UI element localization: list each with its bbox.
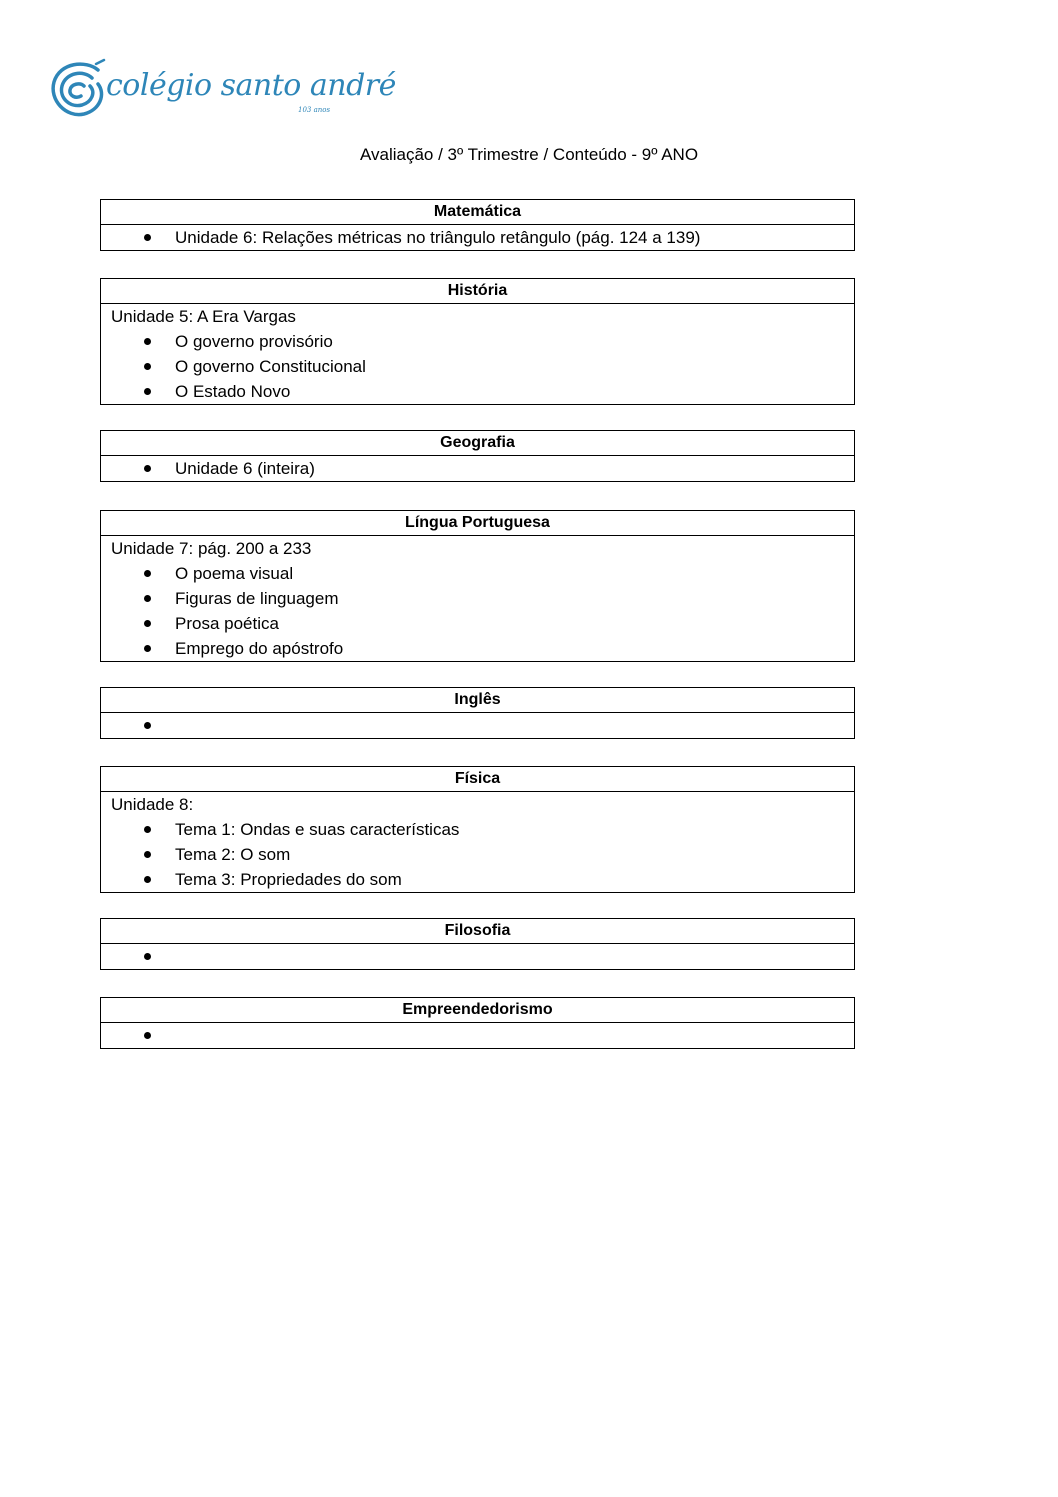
list-item: Tema 1: Ondas e suas características [101, 817, 854, 842]
section-body [101, 536, 854, 661]
list-item: O governo provisório [101, 329, 854, 354]
list-item [101, 944, 854, 969]
section-matematica [100, 199, 855, 251]
list-item: O governo Constitucional [101, 354, 854, 379]
section-body [101, 1023, 854, 1048]
list-item: Tema 3: Propriedades do som [101, 867, 854, 892]
topic-list [101, 225, 854, 250]
topic-list [101, 561, 854, 661]
list-item: Prosa poética [101, 611, 854, 636]
topic-list [101, 1023, 854, 1048]
section-ingles [100, 687, 855, 739]
section-heading: Língua Portuguesa [101, 511, 854, 536]
logo-wordmark: colégio santo andré [106, 68, 396, 103]
list-item: Tema 2: O som [101, 842, 854, 867]
section-heading: História [101, 279, 854, 304]
section-historia [100, 278, 855, 405]
topic-list [101, 944, 854, 969]
section-heading: Inglês [101, 688, 854, 713]
section-lingua-portuguesa [100, 510, 855, 662]
logo-subtitle: 103 anos [298, 106, 331, 114]
topic-list [101, 817, 854, 892]
swirl-logo-icon [50, 58, 110, 122]
section-body [101, 456, 854, 481]
list-item [101, 1023, 854, 1048]
document-title: Avaliação / 3º Trimestre / Conteúdo - 9º ANO [359, 145, 699, 164]
section-heading: Filosofia [101, 919, 854, 944]
section-body [101, 792, 854, 892]
list-item: O Estado Novo [101, 379, 854, 404]
section-heading: Física [101, 767, 854, 792]
list-item [101, 713, 854, 738]
topic-list [101, 329, 854, 404]
section-heading: Empreendedorismo [101, 998, 854, 1023]
list-item: Unidade 6 (inteira) [101, 456, 854, 481]
list-item: Figuras de linguagem [101, 586, 854, 611]
section-empreendedorismo [100, 997, 855, 1049]
section-heading: Geografia [101, 431, 854, 456]
section-geografia [100, 430, 855, 482]
section-body [101, 304, 854, 404]
list-item: Unidade 6: Relações métricas no triângulo retângulo (pág. 124 a 139) [101, 225, 854, 250]
section-unit-label: Unidade 7: pág. 200 a 233 [111, 539, 312, 558]
section-filosofia [100, 918, 855, 970]
list-item: O poema visual [101, 561, 854, 586]
section-unit-label: Unidade 8: [111, 795, 194, 814]
topic-list [101, 456, 854, 481]
section-fisica [100, 766, 855, 893]
school-logo [50, 58, 396, 122]
section-heading: Matemática [101, 200, 854, 225]
section-body [101, 713, 854, 738]
topic-list [101, 713, 854, 738]
section-unit-label: Unidade 5: A Era Vargas [111, 307, 296, 326]
section-body [101, 225, 854, 250]
section-body [101, 944, 854, 969]
list-item: Emprego do apóstrofo [101, 636, 854, 661]
